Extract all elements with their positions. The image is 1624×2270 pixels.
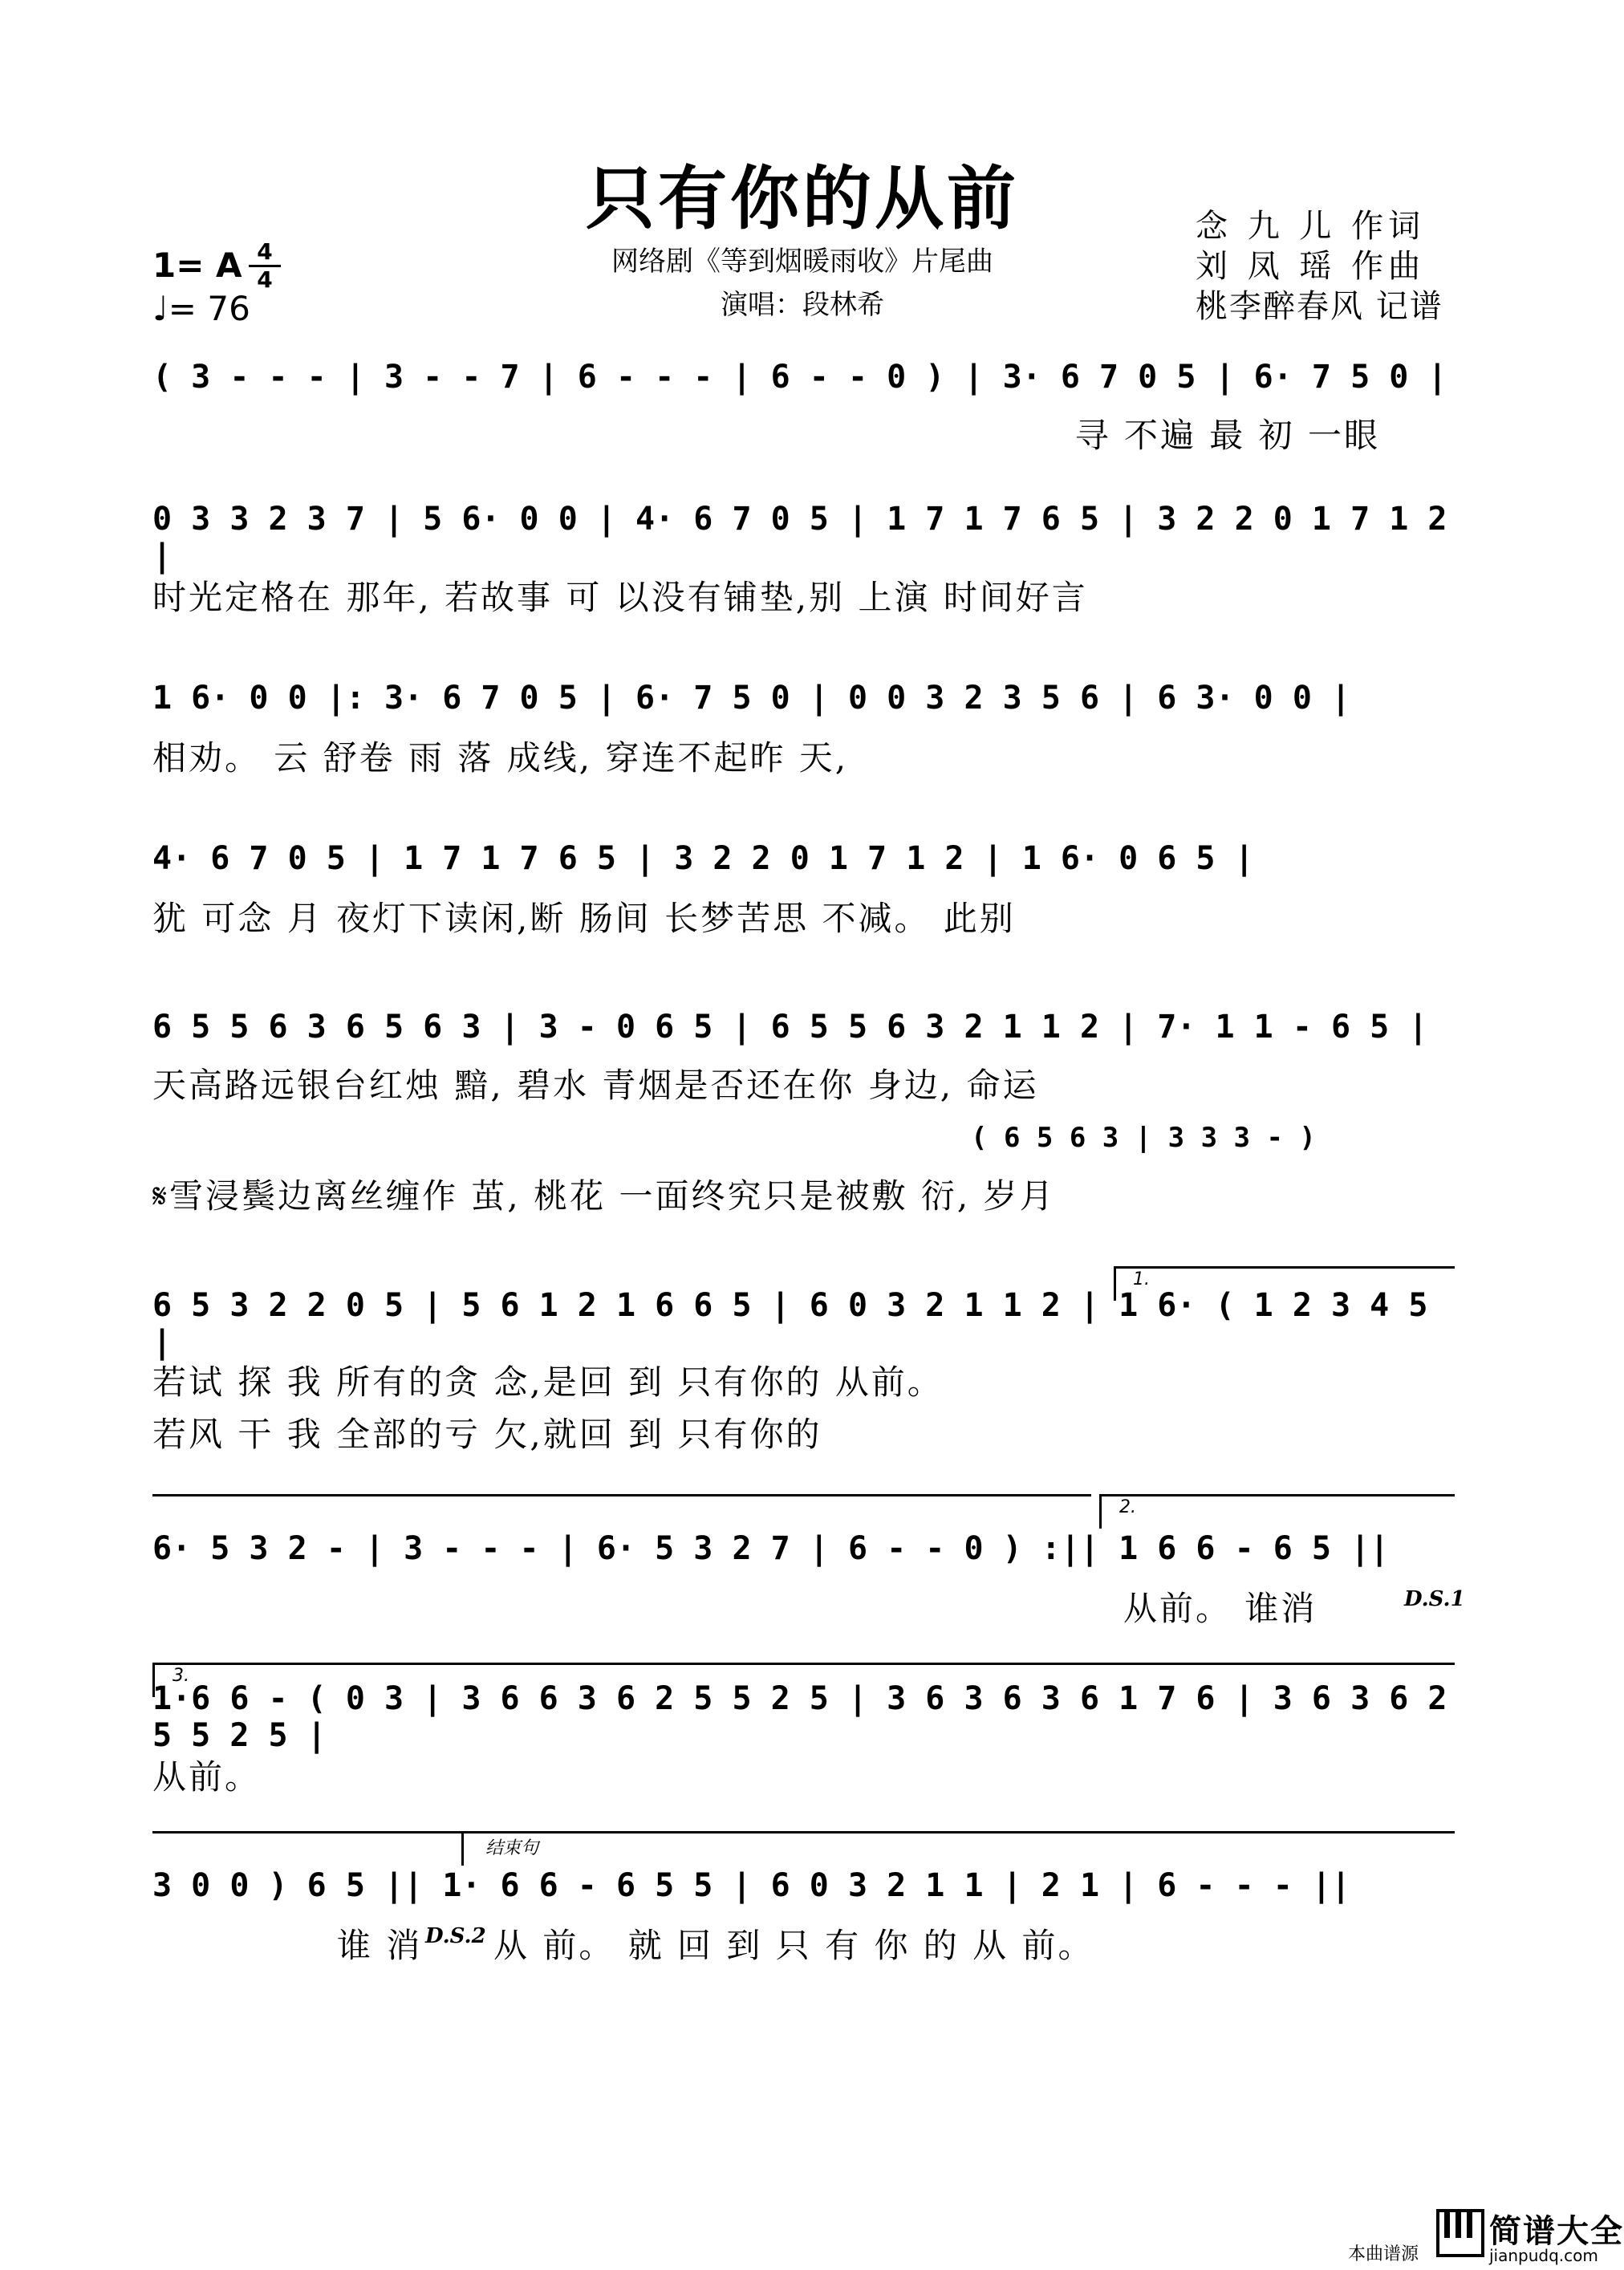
- ending-1-label: 1.: [1133, 1269, 1150, 1289]
- notes-line-3: 1 6· 0 0 |: 3· 6 7 0 5 | 6· 7 5 0 | 0 0 3 2 3 5 6 | 6 3· 0 0 |: [152, 680, 1351, 717]
- alt-notes: ( 6 5 6 3 | 3 3 3 - ): [971, 1122, 1316, 1154]
- lyrics-line-9-b: 从 前。 就 回 到 只 有 你 的 从 前。: [493, 1926, 1094, 1965]
- notes-line-6: 6 5 3 2 2 0 5 | 5 6 1 2 1 6 6 5 | 6 0 3 2 1 1 2 | 1 6· ( 1 2 3 4 5 |: [152, 1287, 1428, 1361]
- lyrics-line-7: 从前。 谁消: [1123, 1589, 1317, 1628]
- notes-line-8: 1·6 6 - ( 0 3 | 3 6 6 3 6 2 5 5 2 5 | 3 6 3 6 3 6 1 7 6 | 3 6 3 6 2 5 5 2 5 |: [152, 1680, 1447, 1754]
- footer-note: 本曲谱源: [1348, 2244, 1419, 2264]
- subtitle: 网络剧《等到烟暖雨收》片尾曲: [611, 246, 993, 278]
- lyrics-line-6-verse2: 若风 干 我 全部的亏 欠,就回 到 只有你的: [152, 1415, 822, 1454]
- tempo: ♩= 76: [152, 289, 250, 328]
- site-logo[interactable]: [1436, 2203, 1624, 2267]
- lyrics-line-6: 若试 探 我 所有的贪 念,是回 到 只有你的 从前。: [152, 1362, 944, 1402]
- score-line-9: [152, 1854, 1452, 1918]
- piano-icon: [1436, 2209, 1484, 2257]
- time-signature: [249, 238, 281, 293]
- lyrics-line-8: 从前。: [152, 1757, 262, 1797]
- score-line-2: [152, 501, 1452, 575]
- notes-line-9: 3 0 0 ) 6 5 || 1· 6 6 - 6 5 5 | 6 0 3 2 1 1 | 2 1 | 6 - - - ||: [152, 1867, 1351, 1904]
- ending-2-label: 2.: [1119, 1497, 1136, 1517]
- score-line-8: [152, 1680, 1452, 1754]
- ds-2: D.S.2: [425, 1924, 486, 1948]
- score-line-5: [152, 995, 1452, 1059]
- score-line-1: [152, 345, 1452, 409]
- ending-3-label: 3.: [173, 1666, 189, 1686]
- time-bottom: 4: [257, 266, 273, 293]
- notes-line-5: 6 5 5 6 3 6 5 6 3 | 3 - 0 6 5 | 6 5 5 6 3 2 1 1 2 | 7· 1 1 - 6 5 |: [152, 1009, 1428, 1046]
- time-top: 4: [257, 238, 273, 265]
- lyrics-line-2: 时光定格在 那年, 若故事 可 以没有铺垫,别 上演 时间好言: [152, 578, 1088, 617]
- score-line-7: [152, 1517, 1452, 1581]
- lyrics-line-5-verse2: 𝄋雪浸鬓边离丝缠作 茧, 桃花 一面终究只是被敷 衍, 岁月: [152, 1176, 1056, 1216]
- lyricist: 念 九 儿 作词: [1196, 208, 1426, 245]
- notes-line-2: 0 3 3 2 3 7 | 5 6· 0 0 | 4· 6 7 0 5 | 1 7 1 7 6 5 | 3 2 2 0 1 7 1 2 |: [152, 501, 1447, 575]
- composer: 刘 凤 瑶 作曲: [1196, 248, 1426, 285]
- key-signature: 1= A: [152, 246, 242, 285]
- song-title: 只有你的从前: [586, 158, 1019, 239]
- lyrics-line-9-a: 谁 消: [337, 1926, 423, 1965]
- lyrics-line-1: 寻 不遍 最 初 一眼: [1074, 416, 1380, 455]
- score-line-3: [152, 666, 1452, 730]
- coda-label: 结束句: [485, 1838, 539, 1858]
- ds-1: D.S.1: [1404, 1587, 1465, 1611]
- ending-1-bracket-cont: [152, 1494, 1091, 1496]
- logo-url: jianpudq.com: [1489, 2246, 1598, 2265]
- notes-line-4: 4· 6 7 0 5 | 1 7 1 7 6 5 | 3 2 2 0 1 7 1 2 | 1 6· 0 6 5 |: [152, 840, 1254, 877]
- notes-line-1: ( 3 - - - | 3 - - 7 | 6 - - - | 6 - - 0 ) | 3· 6 7 0 5 | 6· 7 5 0 |: [152, 359, 1447, 396]
- lyrics-line-3: 相劝。 云 舒卷 雨 落 成线, 穿连不起昨 天,: [152, 738, 849, 778]
- singer: 演唱：段林希: [721, 289, 884, 321]
- logo-text: 简谱大全: [1489, 2213, 1624, 2250]
- lyrics-line-5: 天高路远银台红烛 黯, 碧水 青烟是否还在你 身边, 命运: [152, 1066, 1039, 1105]
- score-line-6: [152, 1287, 1452, 1361]
- lyrics-line-4: 犹 可念 月 夜灯下读闲,断 肠间 长梦苦思 不减。 此别: [152, 899, 1016, 938]
- transcriber: 桃李醉春风 记谱: [1196, 288, 1443, 325]
- score-line-4: [152, 826, 1452, 891]
- notes-line-7: 6· 5 3 2 - | 3 - - - | 6· 5 3 2 7 | 6 - - 0 ) :|| 1 6 6 - 6 5 ||: [152, 1530, 1390, 1567]
